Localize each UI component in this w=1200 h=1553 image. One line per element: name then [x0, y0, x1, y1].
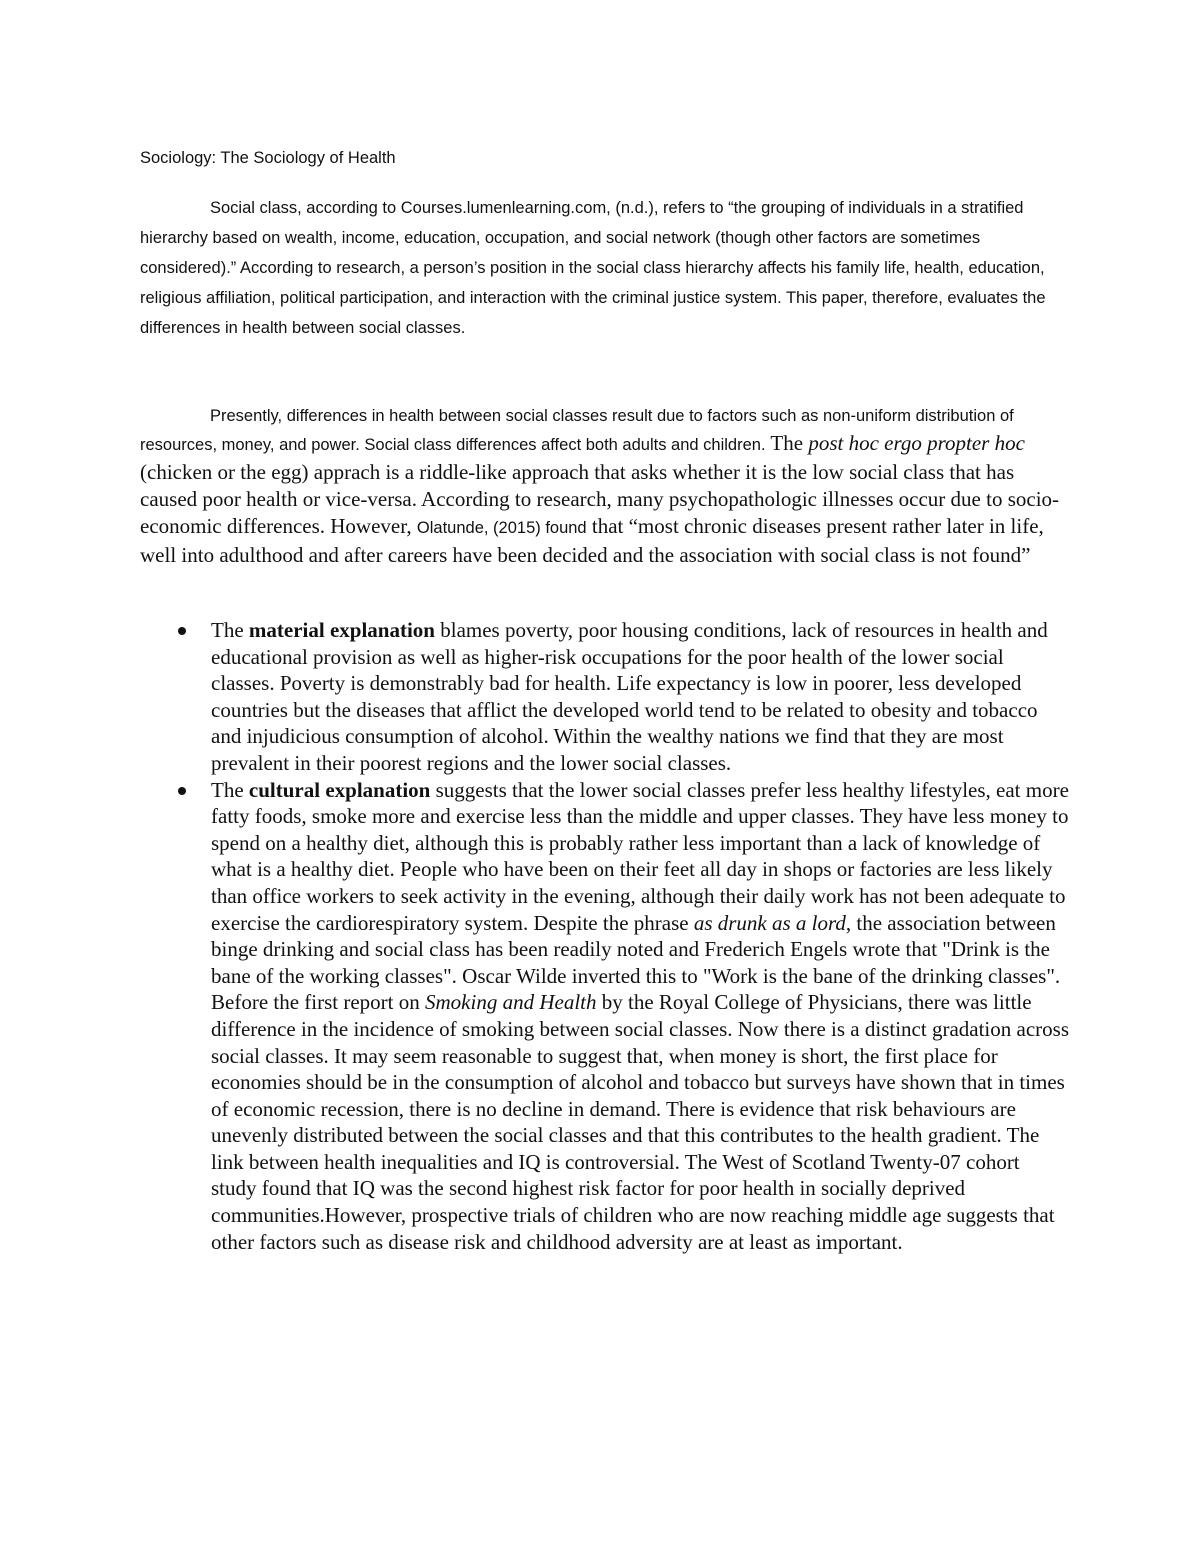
bullet-text-cultural-b: , the association between binge drinking and social class has been readily noted and Frederich Engels wrote that "Drink is the bane of the working classes". Oscar Wilde inverted this to "Work is the bane of the drinking classes". Before the first report on: [211, 910, 1061, 1015]
bullet-dot-icon: [178, 627, 186, 635]
bullet-term-material: material explanation: [248, 618, 435, 642]
olatunde-quote: that “most chronic diseases present rather later in life, well into adulthood and after careers have been decided and the association with social class is not found”: [140, 514, 1044, 567]
report-title-smoking-and-health: Smoking and Health: [425, 990, 597, 1015]
latin-phrase: post hoc ergo propter hoc: [808, 431, 1025, 455]
bullet-text-cultural-c: by the Royal College of Physicians, there was little difference in the incidence of smoking between social classes. Now there is a distinct gradation across social classes. It may seem reasonable to suggest that, when money is short, the first place for economies should be in the consumption of alcohol and tobacco but surveys have shown that in times of economic recession, there is no decline in demand. There is evidence that risk behaviours are unevenly distributed between the social classes and that this contributes to the health gradient. The link between health inequalities and IQ is controversial. The West of Scotland Twenty-07 cohort study found that IQ was the second highest risk factor for poor health in socially deprived communities.However, prospective trials of children who are now reaching middle age suggests that other factors such as disease risk and childhood adversity are at least as important.: [211, 990, 1069, 1254]
citation-olatunde: Olatunde, (2015) found: [416, 519, 587, 537]
bullet-lead: The: [211, 618, 244, 642]
bullet-text-material: blames poverty, poor housing conditions, lack of resources in health and educational provision as well as higher-risk occupations for the poor health of the lower social classes. Poverty is demonstrably bad for health. Life expectancy is low in poorer, less developed countries but the diseases that afflict the developed world tend to be related to obesity and tobacco and injudicious consumption of alcohol. Within the wealthy nations we find that they are most prevalent in their poorest regions and the lower social classes.: [211, 618, 1048, 775]
paragraph-intro: Social class, according to Courses.lumenlearning.com, (n.d.), refers to “the grouping of individuals in a stratified hierarchy based on wealth, income, education, occupation, and social network (though other factors are sometimes considered).” According to research, a person’s position in the social class hierarchy affects his family life, health, education, religious affiliation, political participation, and interaction with the criminal justice system. This paper, therefore, evaluates the differences in health between social classes.: [140, 199, 1046, 337]
phrase-drunk-as-a-lord: as drunk as a lord: [693, 910, 846, 935]
paragraph-differences-body: (chicken or the egg) apprach is a riddle-like approach that asks whether it is the low social class that has caused poor health or vice-versa. According to research, many psychopathologic illnesses occur due to socio-economic differences. However,: [140, 460, 1060, 538]
bullet-term-cultural: cultural explanation: [248, 777, 431, 802]
document-title: Sociology: The Sociology of Health: [140, 149, 396, 167]
paragraph-differences-sans-text: Presently, differences in health between social classes result due to factors such as non-uniform distribution of resources, money, and power. Social class differences affect both adults and children.: [140, 407, 1014, 454]
explanations-list: [140, 617, 1070, 1255]
bullet-lead: The: [211, 777, 244, 802]
paragraph-differences: [140, 401, 1065, 569]
list-item-cultural: [140, 777, 1070, 1256]
list-item-material: [140, 617, 1070, 777]
bullet-dot-icon: [178, 787, 186, 795]
paragraph-differences-the: The: [770, 431, 804, 455]
bullet-text-cultural-a: suggests that the lower social classes prefer less healthy lifestyles, eat more fatty foods, smoke more and exercise less than the middle and upper classes. They have less money to spend on a healthy diet, although this is probably rather less important than a lack of knowledge of what is a healthy diet. People who have been on their feet all day in shops or factories are less likely than office workers to seek activity in the evening, although their daily work has not been adequate to exercise the cardiorespiratory system. Despite the phrase: [211, 777, 1069, 935]
